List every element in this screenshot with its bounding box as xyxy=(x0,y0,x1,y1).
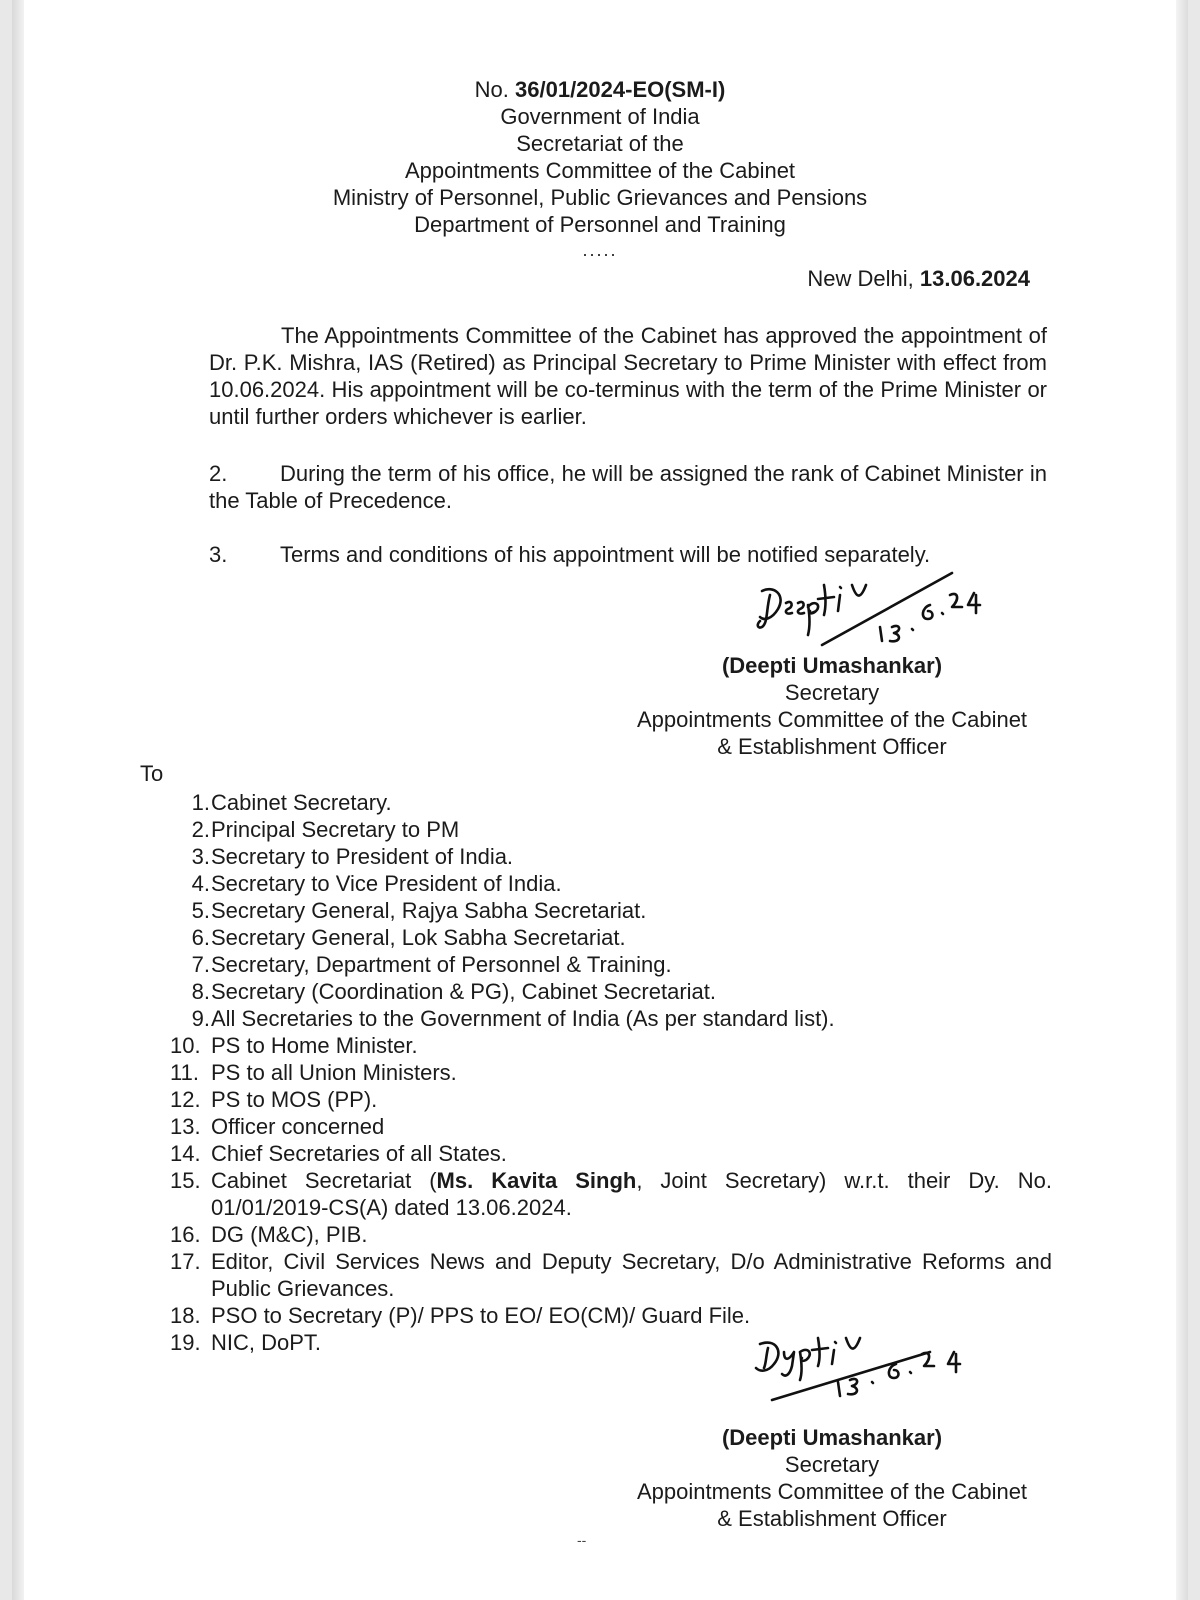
distribution-item xyxy=(174,870,1052,897)
signatory-name: (Deepti Umashankar) xyxy=(721,653,943,678)
distribution-item xyxy=(174,897,1052,924)
distribution-item-text: Secretary General, Rajya Sabha Secretariat. xyxy=(211,898,647,923)
signatory-office-2: & Establishment Officer xyxy=(717,734,947,759)
distribution-item-text: Officer concerned xyxy=(211,1114,385,1139)
distribution-item-number: 9. xyxy=(191,1006,210,1031)
distribution-item-text: Secretary (Coordination & PG), Cabinet Secretariat. xyxy=(211,979,717,1004)
distribution-item xyxy=(174,924,1052,951)
paragraph-number: 3. xyxy=(209,542,228,567)
footer-mark: -- xyxy=(577,1532,587,1548)
distribution-item-text: All Secretaries to the Government of India (As per standard list). xyxy=(211,1006,835,1031)
distribution-item xyxy=(170,1140,1052,1167)
distribution-item-text: Secretary General, Lok Sabha Secretariat. xyxy=(211,925,626,950)
distribution-item-text: Secretary to Vice President of India. xyxy=(211,871,562,896)
reference-number: No. 36/01/2024-EO(SM-I) xyxy=(474,77,726,102)
distribution-item xyxy=(170,1113,1052,1140)
distribution-item-text: Principal Secretary to PM xyxy=(211,817,460,842)
distribution-item-text: PS to all Union Ministers. xyxy=(211,1060,457,1085)
signatory-name: (Deepti Umashankar) xyxy=(721,1425,943,1450)
header-line-government: Government of India xyxy=(500,104,700,129)
distribution-item xyxy=(170,1167,1052,1221)
distribution-item-text: PSO to Secretary (P)/ PPS to EO/ EO(CM)/ Guard File. xyxy=(211,1303,751,1328)
distribution-item xyxy=(174,789,1052,816)
handwritten-signature xyxy=(752,555,992,655)
distribution-item xyxy=(170,1302,1052,1329)
distribution-item-number: 15. xyxy=(170,1168,201,1193)
distribution-item-text: NIC, DoPT. xyxy=(211,1330,322,1355)
distribution-item xyxy=(174,1005,1052,1032)
signatory-block xyxy=(592,652,1072,760)
document-header xyxy=(12,76,1188,238)
header-line-secretariat: Secretariat of the xyxy=(516,131,684,156)
distribution-item xyxy=(170,1032,1052,1059)
distribution-list xyxy=(170,789,1052,1356)
header-separator: ..... xyxy=(582,240,618,260)
signatory-office-2: & Establishment Officer xyxy=(717,1506,947,1531)
distribution-item xyxy=(170,1221,1052,1248)
distribution-item xyxy=(174,978,1052,1005)
signatory-office: Appointments Committee of the Cabinet xyxy=(636,707,1028,732)
distribution-item-text: Secretary, Department of Personnel & Training. xyxy=(211,952,672,977)
distribution-item-number: 13. xyxy=(170,1114,201,1139)
distribution-item-number: 17. xyxy=(170,1249,201,1274)
distribution-item xyxy=(170,1248,1052,1302)
distribution-item-number: 12. xyxy=(170,1087,201,1112)
paragraph-2: 2. During the term of his office, he will be assigned the rank of Cabinet Minister in the Table of Precedence. xyxy=(209,461,1047,513)
header-line-committee: Appointments Committee of the Cabinet xyxy=(404,158,796,183)
handwritten-signature xyxy=(750,1330,990,1430)
distribution-item-number: 11. xyxy=(170,1060,199,1085)
distribution-item-number: 7. xyxy=(191,952,210,977)
distribution-item-number: 16. xyxy=(170,1222,201,1247)
distribution-item-number: 1. xyxy=(191,790,210,815)
signatory-block-repeat xyxy=(592,1424,1072,1532)
distribution-item-text: DG (M&C), PIB. xyxy=(211,1222,368,1247)
distribution-item-number: 6. xyxy=(191,925,210,950)
signatory-office: Appointments Committee of the Cabinet xyxy=(636,1479,1028,1504)
document-page xyxy=(12,0,1188,1600)
distribution-item-text: Secretary to President of India. xyxy=(211,844,514,869)
distribution-item-text: Cabinet Secretary. xyxy=(211,790,392,815)
header-line-department: Department of Personnel and Training xyxy=(414,212,786,237)
distribution-item-number: 14. xyxy=(170,1141,201,1166)
paragraph-3: 3. Terms and conditions of his appointment will be notified separately. xyxy=(209,542,931,567)
signatory-title: Secretary xyxy=(784,1452,880,1477)
paragraph-number: 2. xyxy=(209,461,228,486)
distribution-item-number: 4. xyxy=(191,871,210,896)
distribution-item-text: PS to MOS (PP). xyxy=(211,1087,378,1112)
header-line-ministry: Ministry of Personnel, Public Grievances and Pensions xyxy=(332,185,868,210)
issue-date: New Delhi, 13.06.2024 xyxy=(807,266,1030,291)
distribution-item-number: 10. xyxy=(170,1033,201,1058)
distribution-item xyxy=(174,816,1052,843)
distribution-item-number: 8. xyxy=(191,979,210,1004)
distribution-item-text: Cabinet Secretariat (Ms. Kavita Singh, Joint Secretary) w.r.t. their Dy. No. 01/01/2019-CS(A) dated 13.06.2024. xyxy=(211,1168,1052,1220)
distribution-item-text: Chief Secretaries of all States. xyxy=(211,1141,507,1166)
signatory-title: Secretary xyxy=(784,680,880,705)
distribution-item-number: 18. xyxy=(170,1303,201,1328)
distribution-item xyxy=(170,1059,1052,1086)
distribution-label: To xyxy=(140,761,164,786)
distribution-item-number: 5. xyxy=(191,898,210,923)
paragraph-1: The Appointments Committee of the Cabinet has approved the appointment of Dr. P.K. Mishra, IAS (Retired) as Principal Secretary to Prime Minister with effect from 10.06.2024. His appointment will be co-terminus with the term of the Prime Minister or until further orders whichever is earlier. xyxy=(209,323,1047,429)
distribution-item-number: 19. xyxy=(170,1330,201,1355)
distribution-item xyxy=(174,951,1052,978)
distribution-item-text: PS to Home Minister. xyxy=(211,1033,418,1058)
distribution-item xyxy=(174,843,1052,870)
distribution-item-number: 2. xyxy=(191,817,210,842)
distribution-item xyxy=(170,1086,1052,1113)
distribution-item-number: 3. xyxy=(191,844,210,869)
distribution-item-text: Editor, Civil Services News and Deputy Secretary, D/o Administrative Reforms and Public Grievances. xyxy=(211,1249,1052,1301)
